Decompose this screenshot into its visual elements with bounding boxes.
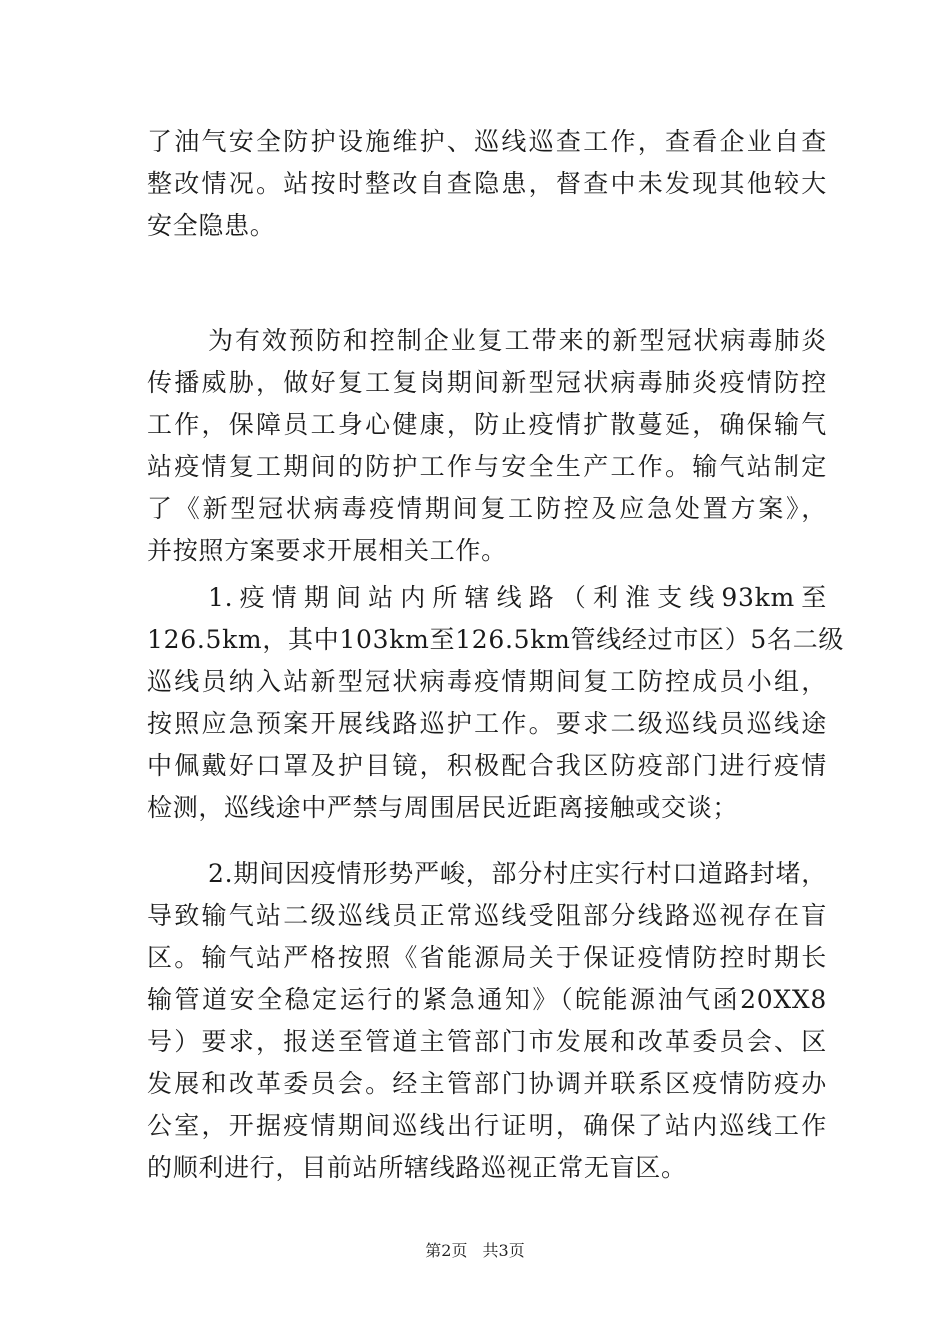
- text-line: 2.期间因疫情形势严峻，部分村庄实行村口道路封堵，: [208, 859, 827, 888]
- text-line: 安全隐患。: [147, 211, 276, 240]
- text-line: 站疫情复工期间的防护工作与安全生产工作。输气站制定: [147, 452, 827, 481]
- text-line: 为有效预防和控制企业复工带来的新型冠状病毒肺炎: [208, 326, 827, 355]
- page-number-current: 第2页: [425, 1241, 468, 1260]
- text-line: 区。输气站严格按照《省能源局关于保证疫情防控时期长: [147, 943, 827, 972]
- text-line: 1.疫情期间站内所辖线路（利淮支线93km至: [208, 583, 827, 612]
- text-line: 导致输气站二级巡线员正常巡线受阻部分线路巡视存在盲: [147, 901, 827, 930]
- text-line: 公室，开据疫情期间巡线出行证明，确保了站内巡线工作: [147, 1111, 827, 1140]
- text-line: 工作，保障员工身心健康，防止疫情扩散蔓延，确保输气: [147, 410, 827, 439]
- text-line: 126.5km，其中103km至126.5km管线经过市区）5名二级: [147, 625, 845, 654]
- text-line: 的顺利进行，目前站所辖线路巡视正常无盲区。: [147, 1153, 687, 1182]
- text-line: 检测，巡线途中严禁与周围居民近距离接触或交谈；: [147, 793, 739, 822]
- text-line: 整改情况。站按时整改自查隐患，督查中未发现其他较大: [147, 169, 827, 198]
- text-line: 按照应急预案开展线路巡护工作。要求二级巡线员巡线途: [147, 709, 827, 738]
- text-line: 并按照方案要求开展相关工作。: [147, 536, 507, 565]
- page-number-total: 共3页: [482, 1241, 525, 1260]
- text-line: 输管道安全稳定运行的紧急通知》（皖能源油气函20XX8: [147, 985, 827, 1014]
- text-line: 了油气安全防护设施维护、巡线巡查工作，查看企业自查: [147, 127, 827, 156]
- text-line: 发展和改革委员会。经主管部门协调并联系区疫情防疫办: [147, 1069, 827, 1098]
- text-line: 传播威胁，做好复工复岗期间新型冠状病毒肺炎疫情防控: [147, 368, 827, 397]
- text-line: 巡线员纳入站新型冠状病毒疫情期间复工防控成员小组，: [147, 667, 827, 696]
- text-line: 号）要求，报送至管道主管部门市发展和改革委员会、区: [147, 1027, 827, 1056]
- text-line: 了《新型冠状病毒疫情期间复工防控及应急处置方案》，: [147, 494, 827, 523]
- text-line: 中佩戴好口罩及护目镜，积极配合我区防疫部门进行疫情: [147, 751, 827, 780]
- page-footer: [0, 1239, 950, 1263]
